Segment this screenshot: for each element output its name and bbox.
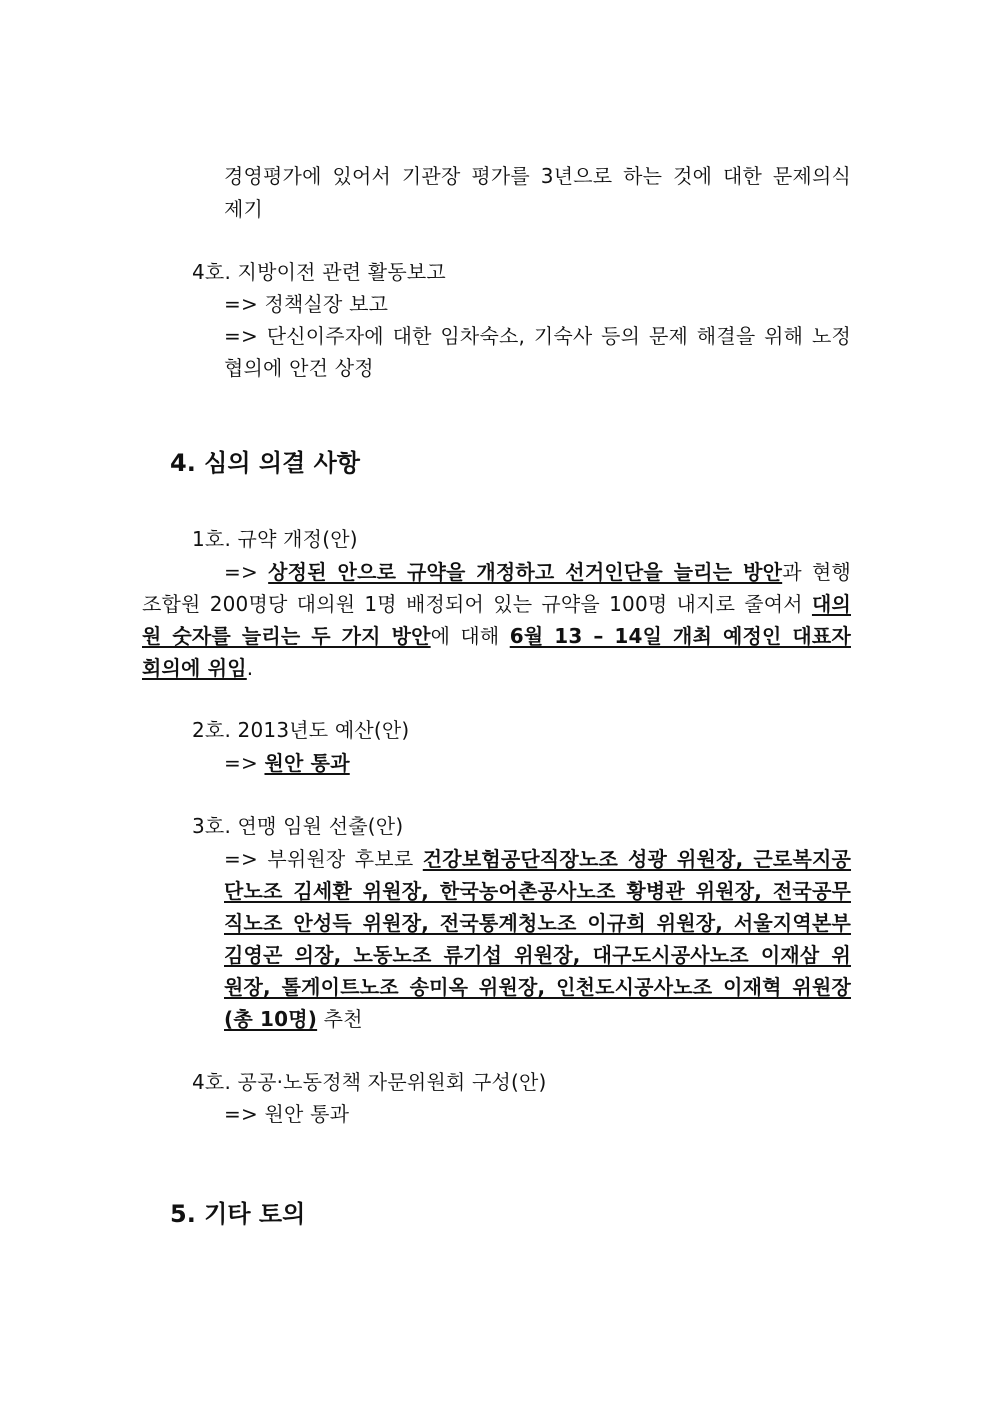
sec3-item4-result-2-cont: 협의에 안건 상정 (224, 356, 374, 380)
sec4-item4-result: => 원안 통과 (224, 1102, 350, 1126)
sec4-item1-text-3: 에 대해 (430, 624, 510, 648)
sec4-item3-text-6: 추천 (317, 1007, 363, 1031)
sec4-item3-text-1: => 부위원장 후보로 (224, 847, 423, 871)
sec4-item1-arrow: => (224, 560, 269, 584)
sec4-item1-underlined-4: 6월 13 – 14일 개최 예정인 대표자 (509, 624, 851, 648)
sec4-item1-line-4 (142, 656, 253, 680)
sec4-item3-line-5: 원장, 톨게이트노조 송미옥 위원장, 인천도시공사노조 이재혁 위원장 (224, 975, 851, 999)
sec3-item4-result-1: => 정책실장 보고 (224, 292, 389, 316)
sec4-item3-line-3: 직노조 안성득 위원장, 전국통계청노조 이규희 위원장, 서울지역본부 (224, 911, 851, 935)
sec4-item1-underlined-1: 상정된 안으로 규약을 개정하고 선거인단을 늘리는 방안 (268, 560, 783, 584)
sec4-item1-underlined-5: 회의에 위임 (142, 656, 247, 680)
sec3-continuation-line-1: 경영평가에 있어서 기관장 평가를 3년으로 하는 것에 대한 문제의식 (224, 164, 851, 188)
sec4-item3-line-2: 단노조 김세환 위원장, 한국농어촌공사노조 황병관 위원장, 전국공무 (224, 879, 851, 903)
section-5-heading: 5. 기타 토의 (170, 1200, 306, 1228)
sec4-item1-line-3 (142, 624, 851, 648)
sec4-item3-underlined-6: (총 10명) (224, 1007, 318, 1031)
sec4-item1-title: 1호. 규약 개정(안) (192, 527, 358, 551)
sec3-item4-title: 4호. 지방이전 관련 활동보고 (192, 260, 446, 284)
sec4-item1-underlined-3: 원 숫자를 늘리는 두 가지 방안 (142, 624, 431, 648)
sec4-item1-underlined-2: 대의 (811, 592, 851, 616)
sec4-item2-result (224, 751, 350, 775)
sec4-item1-text-2: 조합원 200명당 대의원 1명 배정되어 있는 규약을 100명 내지로 줄여서 (142, 592, 812, 616)
sec4-item3-line-1 (224, 847, 851, 871)
sec4-item1-line-2 (142, 592, 851, 616)
sec4-item2-underlined: 원안 통과 (264, 751, 350, 775)
sec4-item2-title: 2호. 2013년도 예산(안) (192, 718, 410, 742)
sec4-item1-text-4: . (246, 656, 254, 680)
sec3-item4-result-2: => 단신이주자에 대한 임차숙소, 기숙사 등의 문제 해결을 위해 노정 (224, 324, 851, 348)
sec4-item3-underlined-1: 건강보험공단직장노조 성광 위원장, 근로복지공 (422, 847, 852, 871)
sec4-item3-title: 3호. 연맹 임원 선출(안) (192, 814, 404, 838)
section-4-heading: 4. 심의 의결 사항 (170, 449, 360, 477)
sec4-item1-text-1: 과 현행 (782, 560, 851, 584)
sec4-item2-arrow: => (224, 751, 265, 775)
sec4-item3-line-6 (224, 1007, 363, 1031)
sec3-continuation-line-2: 제기 (224, 197, 264, 221)
sec4-item3-line-4: 김영곤 의장, 노동노조 류기섭 위원장, 대구도시공사노조 이재삼 위 (224, 943, 851, 967)
sec4-item1-line-1 (224, 560, 851, 584)
sec4-item4-title: 4호. 공공·노동정책 자문위원회 구성(안) (192, 1070, 547, 1094)
